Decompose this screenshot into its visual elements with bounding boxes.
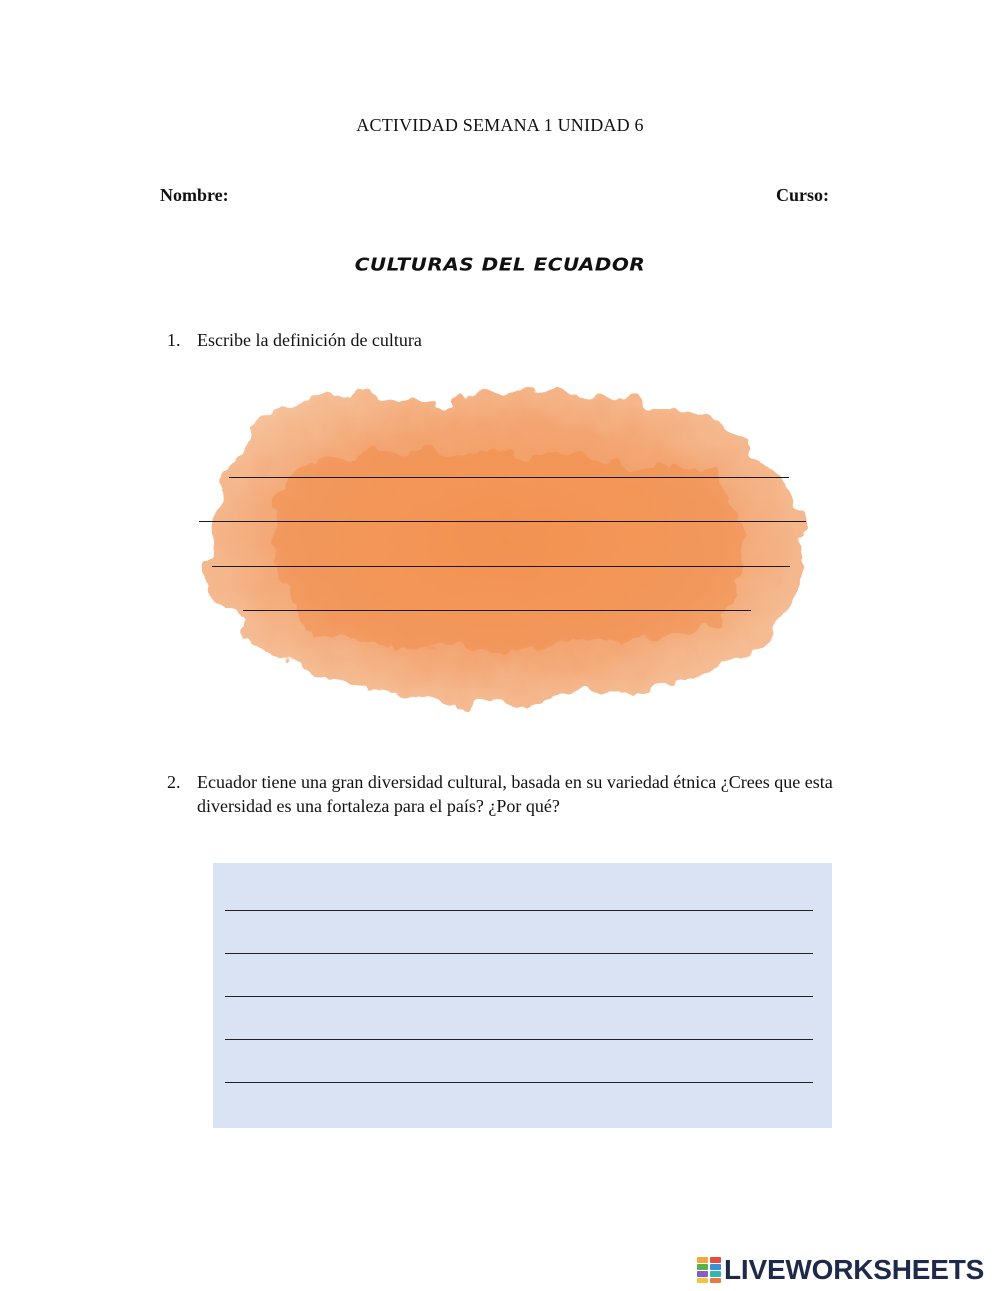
liveworksheets-logo-icon — [697, 1257, 721, 1283]
answer-box-line-3[interactable] — [225, 996, 813, 997]
liveworksheets-logo — [697, 1255, 984, 1285]
name-label: Nombre: — [160, 185, 229, 205]
answer-line-1[interactable] — [229, 477, 789, 478]
answer-line-4[interactable] — [243, 610, 751, 611]
question-1-number: 1. — [167, 330, 181, 350]
course-label: Curso: — [776, 185, 829, 205]
question-1 — [167, 328, 857, 352]
answer-box-line-2[interactable] — [225, 953, 813, 954]
activity-title: ACTIVIDAD SEMANA 1 UNIDAD 6 — [356, 115, 644, 135]
answer-box-line-1[interactable] — [225, 910, 813, 911]
answer-box-line-5[interactable] — [225, 1082, 813, 1083]
section-title: CULTURAS DEL ECUADOR — [354, 253, 646, 275]
question-2-number: 2. — [167, 772, 181, 792]
answer-line-3[interactable] — [212, 566, 790, 567]
question-2 — [167, 770, 857, 818]
question-2-text: Ecuador tiene una gran diversidad cultural, basada en su variedad étnica ¿Crees que esta diversidad es una fortaleza para el país? ¿Por qué? — [197, 772, 833, 816]
answer-line-2[interactable] — [199, 521, 806, 522]
liveworksheets-logo-text: LIVEWORKSHEETS — [724, 1254, 985, 1285]
answer-box-line-4[interactable] — [225, 1039, 813, 1040]
question-1-text: Escribe la definición de cultura — [197, 330, 422, 350]
watercolor-blob — [195, 375, 810, 720]
answer-box — [213, 863, 832, 1128]
